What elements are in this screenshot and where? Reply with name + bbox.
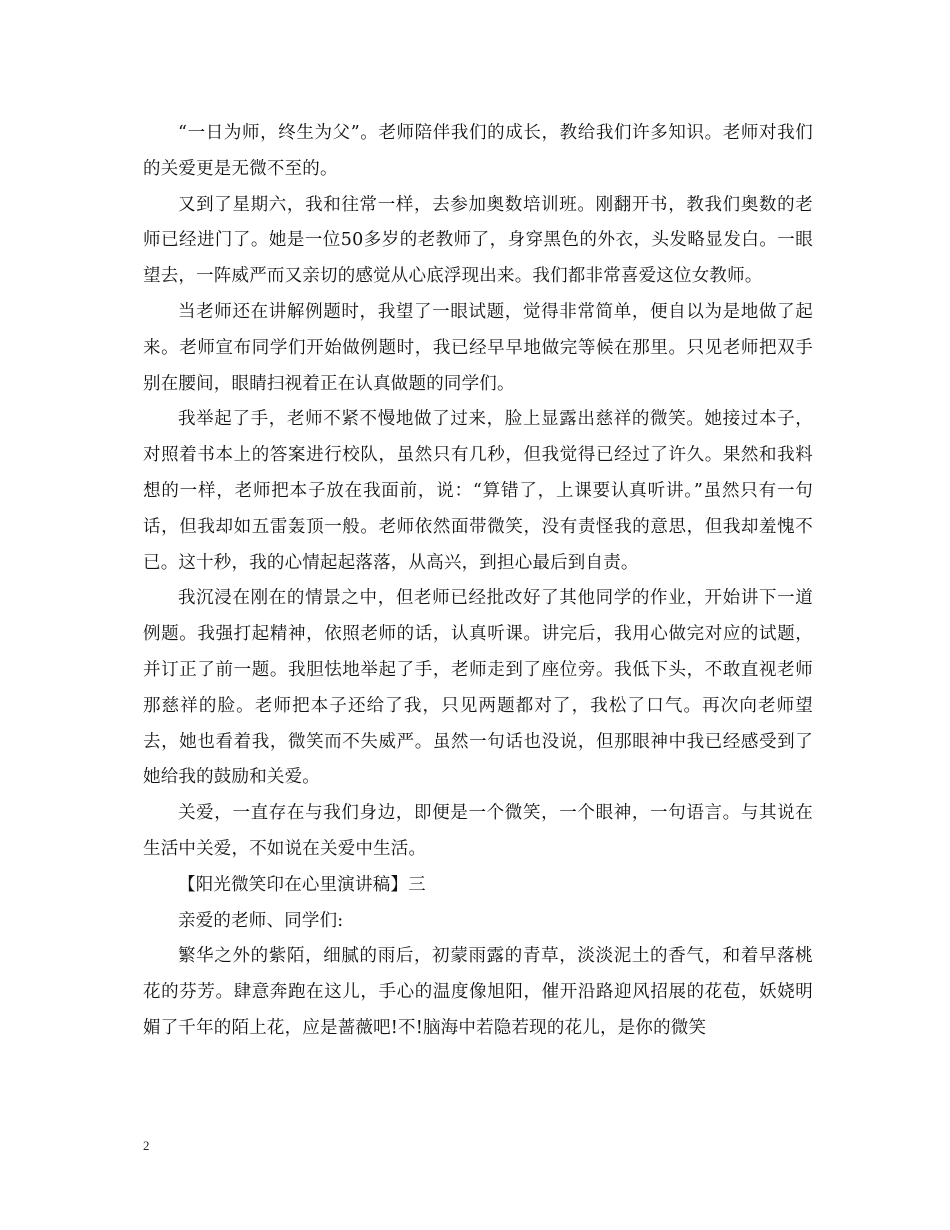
salutation: 亲爱的老师、同学们: (178, 910, 344, 931)
paragraph-4: 我举起了手，老师不紧不慢地做了过来，脸上显露出慈祥的微笑。她接过本子，对照着书本上的答案进行校队，虽然只有几秒，但我觉得已经过了许久。果然和我料想的一样，老师把本子放在我面前，说：“算错了，上课要认真听讲。”虽然只有一句话，但我却如五雷轰顶一般。老师依然面带微笑，没有责怪我的意思，但我却羞愧不已。这十秒，我的心情起起落落，从高兴，到担心最后到自责。 (143, 409, 813, 573)
paragraph-5: 我沉浸在刚在的情景之中，但老师已经批改好了其他同学的作业，开始讲下一道例题。我强打起精神，依照老师的话，认真听课。讲完后，我用心做完对应的试题，并订正了前一题。我胆怯地举起了手，老师走到了座位旁。我低下头，不敢直视老师那慈祥的脸。老师把本子还给了我，只见两题都对了，我松了口气。再次向老师望去，她也看着我，微笑而不失威严。虽然一句话也没说，但那眼神中我已经感受到了她给我的鼓励和关爱。 (143, 588, 813, 788)
section-heading: 【阳光微笑印在心里演讲稿】三 (178, 874, 426, 895)
paragraph-2: 又到了星期六，我和往常一样，去参加奥数培训班。刚翻开书，教我们奥数的老师已经进门了。她是一位50多岁的老教师了，身穿黑色的外衣，头发略显发白。一眼望去，一阵威严而又亲切的感觉从心底浮现出来。我们都非常喜爱这位女教师。 (143, 194, 813, 287)
paragraph-3: 当老师还在讲解例题时，我望了一眼试题，觉得非常简单，便自以为是地做了起来。老师宣布同学们开始做例题时，我已经早早地做完等候在那里。只见老师把双手别在腰间，眼睛扫视着正在认真做题的同学们。 (143, 301, 813, 394)
document-body (143, 116, 813, 1047)
page-number: 2 (143, 1138, 150, 1153)
paragraph-1: “一日为师，终生为父”。老师陪伴我们的成长，教给我们许多知识。老师对我们的关爱更是无微不至的。 (143, 123, 813, 179)
paragraph-7: 繁华之外的紫陌，细腻的雨后，初蒙雨露的青草，淡淡泥土的香气，和着早落桃花的芬芳。肆意奔跑在这儿，手心的温度像旭阳，催开沿路迎风招展的花苞，妖娆明媚了千年的陌上花，应是蔷薇吧!不!脑海中若隐若现的花儿，是你的微笑 (143, 946, 813, 1038)
paragraph-6: 关爱，一直存在与我们身边，即便是一个微笑，一个眼神，一句语言。与其说在生活中关爱，不如说在关爱中生活。 (143, 803, 813, 859)
